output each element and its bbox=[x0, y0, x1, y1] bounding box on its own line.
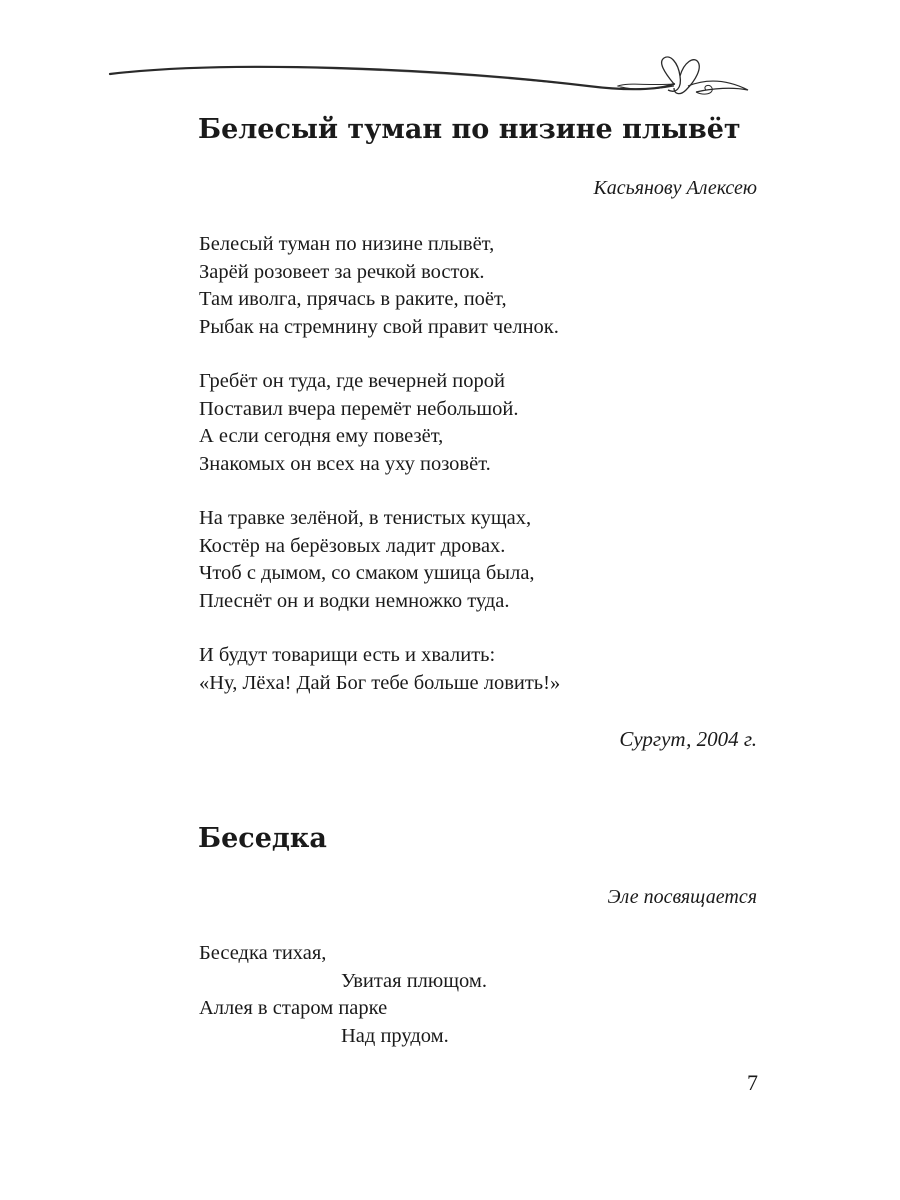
verse-line: Гребёт он туда, где вечерней порой bbox=[199, 370, 505, 392]
verse-line: Зарёй розовеет за речкой восток. bbox=[199, 260, 485, 283]
verse-line: На травке зелёной, в тенистых кущах, bbox=[199, 507, 532, 529]
verse-line: Рыбак на стремнину свой правит челнок. bbox=[199, 315, 559, 338]
poem-title: Беседка bbox=[198, 823, 327, 854]
verse-line: Белесый туман по низине плывёт, bbox=[199, 233, 495, 255]
stanza-1 bbox=[199, 231, 559, 341]
verse-line: Поставил вчера перемёт небольшой. bbox=[199, 397, 519, 420]
stanza-3 bbox=[199, 505, 535, 615]
verse-line: И будут товарищи есть и хвалить: bbox=[199, 644, 496, 666]
flourish-swoosh-line bbox=[110, 67, 674, 89]
verse-line: Аллея в старом парке bbox=[199, 997, 388, 1019]
flourish-curl-right bbox=[688, 81, 748, 92]
stanza-2 bbox=[199, 368, 519, 478]
poem-dedication: Касьянову Алексею bbox=[593, 177, 757, 199]
verse-line: Плеснёт он и водки немножко туда. bbox=[199, 589, 510, 612]
verse-line: Чтоб с дымом, со смаком ушица была, bbox=[199, 562, 535, 584]
verse-line: А если сегодня ему повезёт, bbox=[199, 425, 444, 447]
poem-signature: Сургут, 2004 г. bbox=[619, 727, 757, 751]
poem-title: Белесый туман по низине плывёт bbox=[198, 114, 741, 145]
verse-line: «Ну, Лёха! Дай Бог тебе больше ловить!» bbox=[199, 671, 561, 694]
stanza-1 bbox=[199, 940, 487, 1050]
verse-line: Там иволга, прячась в раките, поёт, bbox=[199, 288, 507, 310]
page-number: 7 bbox=[747, 1070, 758, 1095]
verse-line-indented: Над прудом. bbox=[341, 1024, 449, 1047]
stanza-4 bbox=[199, 642, 560, 697]
flourish-swoosh-shadow bbox=[128, 68, 578, 85]
verse-line: Беседка тихая, bbox=[199, 942, 327, 964]
decorative-flourish-divider bbox=[108, 50, 753, 105]
verse-line: Знакомых он всех на уху позовёт. bbox=[199, 452, 491, 475]
verse-line-indented: Увитая плющом. bbox=[341, 969, 487, 992]
verse-line: Костёр на берёзовых ладит дровах. bbox=[199, 534, 506, 557]
poem-dedication: Эле посвящается bbox=[607, 886, 757, 908]
